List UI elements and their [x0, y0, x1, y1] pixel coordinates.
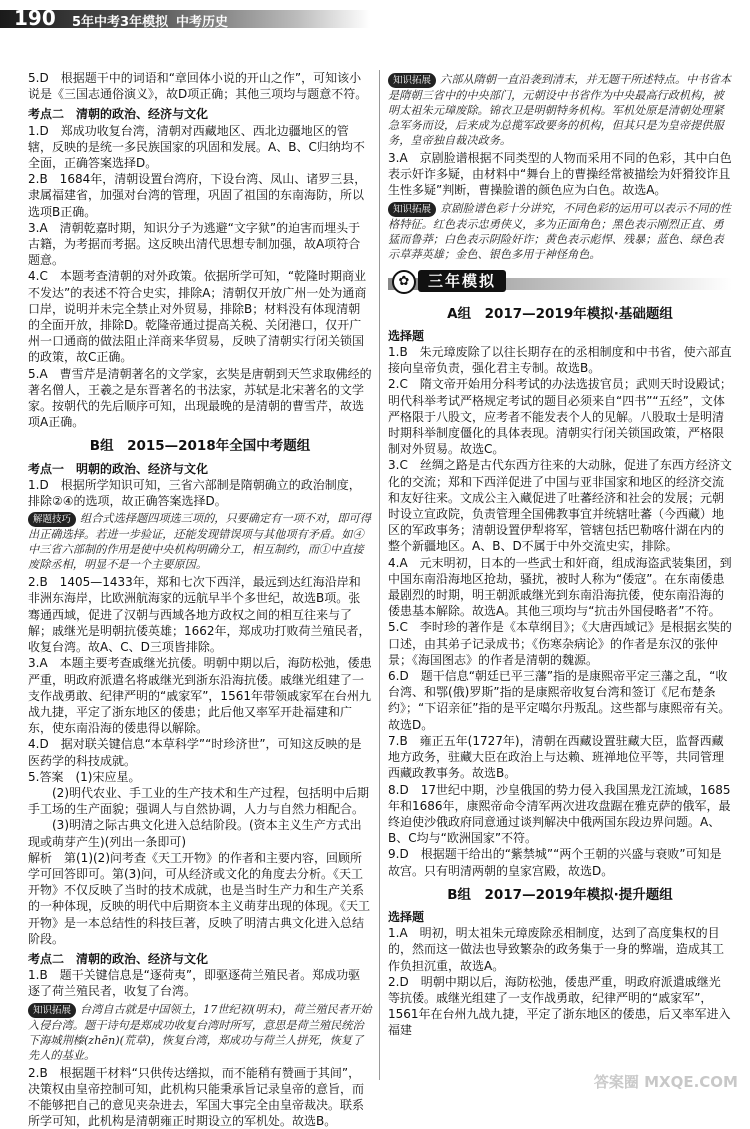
page-number: 190 — [14, 6, 56, 30]
subsection-label: 选择题 — [388, 909, 425, 924]
answer-paragraph: 1.B 题干关键信息是“逐荷夷”，即驱逐荷兰殖民者。郑成功驱逐了荷兰殖民者，收复了台湾。 — [28, 968, 361, 999]
group-heading: B组 2015—2018年全国中考题组 — [89, 438, 311, 455]
answer-paragraph: 8.D 17世纪中期，沙皇俄国的势力侵入我国黑龙江流域，1685年和1686年，康熙帝命令清军两次进攻盘踞在雅克萨的俄军，最终迫使沙俄政府同意通过谈判解决中俄两国东段边界问题。A、B、C均与“欧洲国家”不符。 — [388, 782, 731, 846]
answer-paragraph: 2.B 1684年，清朝设置台湾府，下设台湾、凤山、诸罗三县，隶属福建省，加强对台湾的管理，巩固了祖国的东南海防，所以选项B正确。 — [28, 172, 367, 219]
answer-paragraph: 4.C 本题考查清朝的对外政策。依据所学可知，“乾隆时期商业不发达”的表述不符合史实，排除A；清朝仅开放广州一处为通商口岸，说明并未完全禁止对外贸易，排除B；材料没有体现清朝的全面开放，排除D。乾隆帝通过提高关税、关闭港口，仅开广州一口通商的做法阻止洋商来华贸易，反映了清朝实行闭关锁国的政策，故C正确。 — [28, 269, 367, 365]
group-heading: A组 2017—2019年模拟·基础题组 — [447, 305, 673, 322]
topic-heading: 考点一 明朝的政治、经济与文化 — [28, 461, 209, 476]
tip-tag: 知识拓展 — [28, 1003, 76, 1018]
column-divider — [379, 70, 380, 1080]
topic-heading: 考点二 清朝的政治、经济与文化 — [28, 951, 209, 966]
tip-note — [28, 1002, 372, 1063]
tip-tag: 知识拓展 — [388, 73, 436, 88]
section-banner — [388, 268, 732, 298]
answer-paragraph: 5.D 根据题干中的词语和“章回体小说的开山之作”，可知该小说是《三国志通俗演义》，故D项正确；其他三项均与题意不符。 — [28, 71, 368, 102]
banner-title: 三年模拟 — [418, 270, 506, 292]
answer-paragraph: 解析 第(1)(2)问考查《天工开物》的作者和主要内容，回顾所学可回答即可。第(3)问，可从经济或文化的角度去分析。《天工开物》不仅反映了当时的技术成就，也是当时生产力和生产关系的一种体现，反映的明代中后期资本主义萌芽出现的体现。《天工开物》是一本总结性的科技巨著，反映了明清古典文化进入总结阶段。 — [28, 850, 371, 946]
page-header — [0, 0, 750, 40]
tip-note — [388, 72, 732, 148]
tip-text: 京剧脸谱色彩十分讲究，不同色彩的运用可以表示不同的性格特征。红色表示忠勇侠义，多为正面角色；黑色表示刚烈正直、勇猛而鲁莽；白色表示阴险奸诈；黄色表示彪悍、残暴；蓝色、绿色表示草莽英雄；金色、银色多用于神怪角色。 — [388, 201, 731, 261]
answer-paragraph: 1.D 根据所学知识可知，三省六部制是隋朝确立的政治制度，排除②④的选项，故正确答案选择D。 — [28, 477, 361, 509]
answer-paragraph: 1.B 朱元璋废除了以往长期存在的丞相制度和中书省，使六部直接向皇帝负责，强化君主专制。故选B。 — [388, 345, 732, 376]
watermark: 答案圈 MXQE.COM — [593, 1073, 738, 1091]
tip-text: 组合式选择题四项选三项的，只要确定有一项不对，即可得出正确选择。若进一步验证，还能发现错误项与其他项有矛盾。如④中三省六部制的作用是使中央机构明确分工，相互制约，而①中直接废除丞相，明显不是一个主要原因。 — [28, 512, 371, 572]
flower-icon: ✿ — [392, 270, 416, 294]
tip-tag: 知识拓展 — [388, 202, 436, 217]
topic-heading: 考点二 清朝的政治、经济与文化 — [28, 107, 209, 122]
answer-paragraph: 1.D 郑成功收复台湾，清朝对西藏地区、西北边疆地区的管辖，反映的是统一多民族国家的巩固和发展。A、B、C归纳均不全面，正确答案选择D。 — [28, 123, 365, 171]
answer-paragraph: 4.D 据对联关键信息“本草科学”“时珍济世”，可知这反映的是医药学的科技成就。 — [28, 737, 362, 768]
answer-paragraph: 3.A 清朝乾嘉时期，知识分子为逃避“文字狱”的迫害而埋头于古籍，为考据而考据。这反映出清代思想专制加强，故A项符合题意。 — [28, 220, 361, 268]
answer-paragraph: 3.A 京剧脸谱根据不同类型的人物而采用不同的色彩，其中白色表示奸诈多疑，由材料中“舞台上的曹操经常被描绘为奸猾狡诈且生性多疑”判断，曹操脸谱的颜色应为白色。故选A。 — [388, 151, 732, 198]
answer-paragraph: 1.A 明初，明太祖朱元璋废除丞相制度，达到了高度集权的目的，然而这一做法也导致繁杂的政务集于一身的弊端，造成其工作负担沉重，故选A。 — [388, 926, 725, 973]
tip-note — [28, 511, 372, 572]
answer-paragraph: 3.C 丝绸之路是古代东西方往来的大动脉，促进了东西方经济文化的交流；郑和下西洋促进了中国与亚非国家和地区的经济交流和友好往来。文成公主入藏促进了吐蕃经济和社会的发展；元朝时设立宣政院，负责管理全国佛教事宜并统辖吐蕃（今西藏）地区的军政事务；清朝设置伊犁将军，管辖包括巴勒喀什湖在内的整个新疆地区。A、B、D不属于中外交流史实，排除。 — [388, 458, 732, 554]
answer-paragraph: 9.D 根据题干给出的“紫禁城”“两个王朝的兴盛与衰败”可知是故宫。只有明清两朝的皇家宫殿，故选D。 — [388, 847, 722, 878]
answer-paragraph: 6.D 题干信息“朝廷已平三藩”指的是康熙帝平定三藩之乱，“收台湾、和鄂(俄)罗斯”指的是康熙帝收复台湾和签订《尼布楚条约》；“下诏亲征”指的是平定噶尔丹叛乱。这些都与康熙帝有关。故选D。 — [388, 669, 731, 732]
answer-paragraph: 5.C 李时珍的著作是《本草纲目》；《大唐西域记》是根据玄奘的口述，由其弟子记录成书；《伤寒杂病论》的作者是东汉的张仲景；《海国图志》的作者是清朝的魏源。 — [388, 620, 732, 667]
answer-paragraph: 5.答案 (1)宋应星。 — [28, 769, 141, 784]
tip-tag: 解题技巧 — [28, 512, 76, 527]
subsection-label: 选择题 — [388, 328, 425, 343]
right-column — [388, 70, 732, 1039]
answer-paragraph: 2.B 1405—1433年，郑和七次下西洋，最远到达红海沿岸和非洲东海岸，比欧洲航海家的远航早半个多世纪，故选B项。张骞通西域，促进了汉朝与西域各地方政权之间的相互往来与了解；戚继光是明朝抗倭英雄；1662年，郑成功打败荷兰殖民者，收复台湾。故A、C、D三项皆排除。 — [28, 575, 371, 655]
answer-paragraph: 4.A 元末明初，日本的一些武士和奸商，组成海盗武装集团，到中国东南沿海地区抢劫，骚扰，被时人称为“倭寇”。在东南倭患最剧烈的时期，明王朝派戚继光到东南沿海抗倭，使东南沿海的倭患基本解除。故选A。其他三项均与“抗击外国侵略者”不符。 — [388, 555, 732, 619]
group-heading: B组 2017—2019年模拟·提升题组 — [447, 886, 673, 903]
tip-text: 六部从隋朝一直沿袭到清末，并无题干所述特点。中书省本是隋朝三省中的中央部门，元朝设中书省作为中央最高行政机构，被明太祖朱元璋废除。锦衣卫是明朝特务机构。军机处原是清朝处理紧急军务而设，后来成为总揽军政要务的机构，但其只是为皇帝提供服务，皇帝独自裁决政务。 — [388, 73, 731, 147]
left-column — [28, 70, 372, 1129]
book-title: 5年中考3年模拟 — [72, 15, 169, 30]
answer-paragraph: 5.A 曹雪芹是清朝著名的文学家，玄奘是唐朝到天竺求取佛经的著名僧人，王羲之是东晋著名的书法家，苏轼是北宋著名的文学家。按朝代的先后顺序可知，出现最晚的是清朝的曹雪芹，故选项A正确。 — [28, 366, 372, 430]
answer-paragraph: 7.B 雍正五年(1727年)，清朝在西藏设置驻藏大臣，监督西藏地方政务，驻藏大臣在政治上与达赖、班禅地位平等，共同管理西藏政教事务。故选B。 — [388, 733, 725, 781]
tip-note — [388, 201, 732, 262]
answer-paragraph: (2)明代农业、手工业的生产技术和生产过程，包括明中后期手工场的生产面貌；强调人与自然协调，人力与自然力相配合。 — [28, 785, 370, 817]
tip-text: 台湾自古就是中国领土，17世纪初(明末)，荷兰殖民者开始入侵台湾。题干诗句是郑成功收复台湾时所写，意思是荷兰殖民统治下海城荆榛(zhēn)(荒草)，恢复台湾，郑成功与荷兰人拼死，恢复了先人的基业。 — [28, 1002, 372, 1062]
answer-paragraph: 2.B 根据题干材料“只供传达缮拟，而不能稍有赞画于其间”，决策权由皇帝控制可知，此机构只能秉承旨记录皇帝的意旨，而不能够把自己的意见夹杂进去，军国大事完全由皇帝裁决。联系所学可知，此机构是清朝雍正时期设立的军机处。故选B。 — [28, 1065, 365, 1129]
answer-paragraph: 2.D 明朝中期以后，海防松弛，倭患严重，明政府派遣戚继光等抗倭。戚继光组建了一支作战勇敢，纪律严明的“戚家军”，1561年在台州九战九捷，平定了浙东地区的倭患，后又率军进入福建 — [388, 974, 731, 1038]
subject-label: 中考历史 — [176, 15, 229, 30]
answer-paragraph: (3)明清之际古典文化进入总结阶段。(资本主义生产方式出现或萌芽产生)(列出一条即可) — [28, 818, 362, 849]
answer-paragraph: 3.A 本题主要考查戚继光抗倭。明朝中期以后，海防松弛，倭患严重，明政府派遣名将戚继光到浙东沿海抗倭。戚继光组建了一支作战勇敢、纪律严明的“戚家军”，1561年带领戚家军在台州九战九捷，平定了浙东地区的倭患；此后他又率军开赴福建和广东，使东南沿海的倭患得以解除。 — [28, 656, 372, 736]
answer-paragraph: 2.C 隋文帝开始用分科考试的办法选拔官员；武则天时设殿试；明代科举考试严格规定考试的题目必须来自“四书”“五经”，文体严格限于八股文，应考者不能发表个人的见解。八股取士是明清时期科举制度僵化的具体表现。清朝实行闭关锁国政策，严格限制对外贸易。故选C。 — [388, 377, 732, 457]
